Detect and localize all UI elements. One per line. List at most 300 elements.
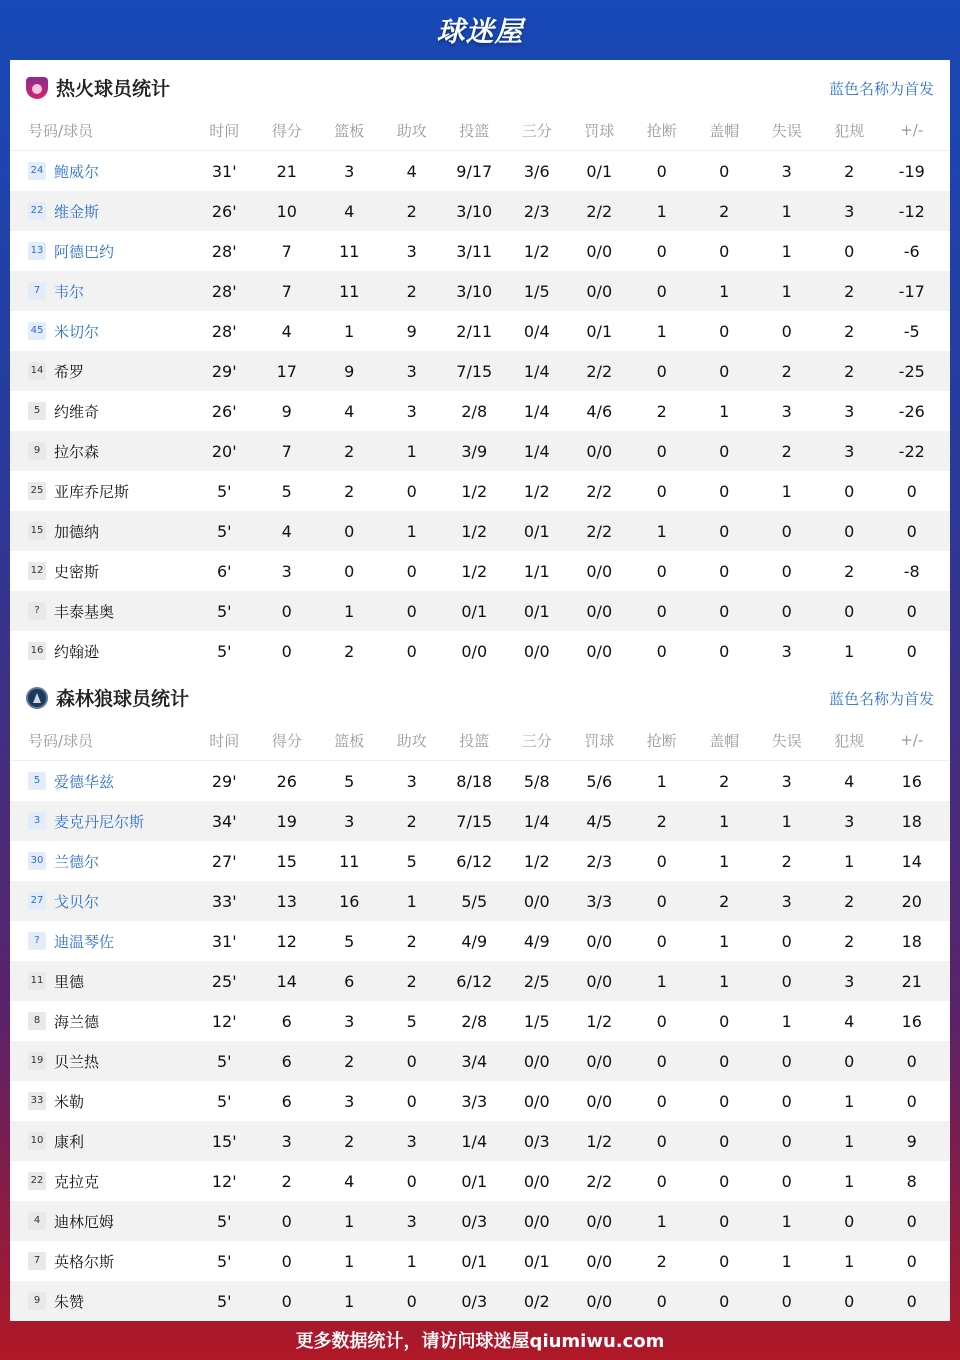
player-name[interactable]: 米勒 xyxy=(54,1092,85,1111)
jersey-number: 10 xyxy=(28,1132,46,1150)
stat-cell: 1/2 xyxy=(523,481,550,501)
stat-cell: 26 xyxy=(276,771,297,791)
player-name[interactable]: 里德 xyxy=(54,972,85,991)
stat-cell: 1 xyxy=(656,521,667,541)
stat-cell: 21 xyxy=(276,161,297,181)
player-name[interactable]: 约翰逊 xyxy=(54,642,100,661)
player-cell[interactable] xyxy=(10,1291,193,1312)
stat-cell: 2 xyxy=(844,321,855,341)
stat-cell: 2 xyxy=(656,1251,667,1271)
jersey-number: 25 xyxy=(28,482,46,500)
stat-cell: 0 xyxy=(719,1291,730,1311)
stat-cell: 1 xyxy=(656,971,667,991)
stat-cell: 2 xyxy=(781,361,792,381)
stat-cell: 28' xyxy=(211,281,237,301)
stat-cell: 2 xyxy=(344,641,355,661)
stat-cell: 3/10 xyxy=(456,281,493,301)
stat-cell: 4 xyxy=(281,321,292,341)
player-cell[interactable] xyxy=(10,241,193,262)
stat-cell: 4/6 xyxy=(586,401,613,421)
stat-cell: 27' xyxy=(211,851,237,871)
stat-cell: 3 xyxy=(781,161,792,181)
table-header-row xyxy=(10,110,950,151)
table-row xyxy=(10,961,950,1001)
stat-cell: 1 xyxy=(656,321,667,341)
stat-cell: 0 xyxy=(781,1171,792,1191)
stat-cell: 1 xyxy=(719,281,730,301)
column-header: 三分 xyxy=(521,731,552,750)
stat-cell: 9 xyxy=(344,361,355,381)
stat-cell: 1 xyxy=(781,1211,792,1231)
stat-cell: 3 xyxy=(406,401,417,421)
stat-cell: 0 xyxy=(406,641,417,661)
stat-cell: 2/2 xyxy=(586,1171,613,1191)
stat-cell: 0 xyxy=(281,1251,292,1271)
stat-cell: 12' xyxy=(211,1011,237,1031)
column-header: 号码/球员 xyxy=(28,731,94,750)
stat-cell: 3 xyxy=(844,401,855,421)
stat-cell: 3 xyxy=(844,201,855,221)
stat-cell: 2/8 xyxy=(461,401,488,421)
table-row xyxy=(10,1161,950,1201)
player-name[interactable]: 戈贝尔 xyxy=(54,892,100,911)
stat-cell: 3 xyxy=(781,641,792,661)
table-row xyxy=(10,231,950,271)
stat-cell: 0 xyxy=(844,1051,855,1071)
stat-cell: 0/0 xyxy=(586,1051,613,1071)
stat-cell: 6 xyxy=(281,1051,292,1071)
stat-cell: 2/2 xyxy=(586,481,613,501)
stat-cell: 1 xyxy=(844,1171,855,1191)
jersey-number: 3 xyxy=(28,812,46,830)
table-row xyxy=(10,881,950,921)
stat-cell: 2 xyxy=(781,441,792,461)
stat-cell: 0 xyxy=(844,601,855,621)
stat-cell: 0 xyxy=(719,1211,730,1231)
stat-cell: 2 xyxy=(344,1051,355,1071)
table-row xyxy=(10,801,950,841)
stat-cell: 5 xyxy=(344,771,355,791)
stat-cell: 0 xyxy=(781,971,792,991)
column-header: 号码/球员 xyxy=(28,121,94,140)
jersey-number: 7 xyxy=(28,1252,46,1270)
stat-cell: 1/2 xyxy=(461,521,488,541)
stat-cell: 0 xyxy=(906,1091,917,1111)
stat-cell: 0 xyxy=(406,1091,417,1111)
column-header: 得分 xyxy=(271,121,302,140)
stat-cell: 3 xyxy=(406,771,417,791)
stat-cell: 0 xyxy=(719,601,730,621)
stat-cell: 0 xyxy=(656,1131,667,1151)
stat-cell: 0 xyxy=(719,1251,730,1271)
player-name[interactable]: 拉尔森 xyxy=(54,442,100,461)
stat-cell: 2 xyxy=(656,401,667,421)
stat-cell: 0/0 xyxy=(523,1051,550,1071)
stat-cell: 0 xyxy=(656,161,667,181)
player-cell[interactable] xyxy=(10,561,193,582)
stat-cell: 3/3 xyxy=(586,891,613,911)
stat-cell: 3/9 xyxy=(461,441,488,461)
column-header: 篮板 xyxy=(334,121,365,140)
player-cell[interactable] xyxy=(10,401,193,422)
stat-cell: 4 xyxy=(344,201,355,221)
stat-cell: 0/0 xyxy=(461,641,488,661)
stat-cell: 4 xyxy=(844,771,855,791)
player-cell[interactable] xyxy=(10,1051,193,1072)
player-cell[interactable] xyxy=(10,1211,193,1232)
starter-note: 蓝色名称为首发 xyxy=(828,690,934,708)
player-cell[interactable] xyxy=(10,481,193,502)
jersey-number: 30 xyxy=(28,852,46,870)
column-header: 犯规 xyxy=(834,731,865,750)
jersey-number: 19 xyxy=(28,1052,46,1070)
stat-cell: 0 xyxy=(656,441,667,461)
stat-cell: 2 xyxy=(719,891,730,911)
stat-cell: 0 xyxy=(781,521,792,541)
player-cell[interactable] xyxy=(10,601,193,622)
stat-cell: 5' xyxy=(216,1051,232,1071)
player-name[interactable]: 英格尔斯 xyxy=(54,1252,115,1271)
column-header: 抢断 xyxy=(646,121,677,140)
player-name[interactable]: 鲍威尔 xyxy=(54,162,100,181)
stat-cell: 26' xyxy=(211,201,237,221)
stat-cell: 1 xyxy=(844,851,855,871)
player-cell[interactable] xyxy=(10,1131,193,1152)
stat-cell: 0 xyxy=(406,481,417,501)
table-row xyxy=(10,271,950,311)
table-row xyxy=(10,841,950,881)
stat-cell: 28' xyxy=(211,241,237,261)
stat-cell: 1 xyxy=(344,601,355,621)
player-name[interactable]: 丰泰基奥 xyxy=(54,602,115,621)
stat-cell: 1/4 xyxy=(523,811,550,831)
player-cell[interactable] xyxy=(10,201,193,222)
stat-cell: 0/0 xyxy=(586,971,613,991)
stat-cell: 0/0 xyxy=(586,641,613,661)
stat-cell: 28' xyxy=(211,321,237,341)
column-header: 助攻 xyxy=(396,731,427,750)
stat-cell: 29' xyxy=(211,361,237,381)
heat-logo-icon xyxy=(26,77,48,99)
stat-cell: 4 xyxy=(406,161,417,181)
stat-cell: 2 xyxy=(406,201,417,221)
player-cell[interactable] xyxy=(10,281,193,302)
player-name[interactable]: 韦尔 xyxy=(54,282,85,301)
player-name[interactable]: 兰德尔 xyxy=(54,852,100,871)
stat-cell: 9 xyxy=(281,401,292,421)
stat-cell: 0 xyxy=(781,601,792,621)
stat-cell: -5 xyxy=(903,321,920,341)
stat-cell: 0/0 xyxy=(586,931,613,951)
column-header: 投篮 xyxy=(459,731,490,750)
stat-cell: 1 xyxy=(344,1251,355,1271)
stat-cell: 29' xyxy=(211,771,237,791)
stat-cell: 20' xyxy=(211,441,237,461)
player-name[interactable]: 加德纳 xyxy=(54,522,100,541)
stat-cell: 7 xyxy=(281,281,292,301)
stat-cell: -12 xyxy=(898,201,925,221)
table-row xyxy=(10,1121,950,1161)
player-cell[interactable] xyxy=(10,1171,193,1192)
stat-cell: 1/2 xyxy=(523,241,550,261)
stat-cell: 15 xyxy=(276,851,297,871)
stat-cell: 1 xyxy=(781,1011,792,1031)
site-logo[interactable]: 球迷屋 xyxy=(436,15,524,48)
stat-cell: 0 xyxy=(406,561,417,581)
stat-cell: 0/3 xyxy=(461,1211,488,1231)
jersey-number: ? xyxy=(28,602,46,620)
stat-cell: 0 xyxy=(781,561,792,581)
stat-cell: 0 xyxy=(656,361,667,381)
stat-cell: 1 xyxy=(656,201,667,221)
stat-cell: 33' xyxy=(211,891,237,911)
stat-cell: 1 xyxy=(781,241,792,261)
stat-cell: 1 xyxy=(781,201,792,221)
starter-note: 蓝色名称为首发 xyxy=(828,80,934,98)
player-name[interactable]: 维金斯 xyxy=(54,202,100,221)
player-cell[interactable] xyxy=(10,771,193,792)
stat-cell: 0 xyxy=(719,321,730,341)
player-name[interactable]: 希罗 xyxy=(54,362,85,381)
player-cell[interactable] xyxy=(10,1091,193,1112)
stat-cell: 0/1 xyxy=(586,161,613,181)
stat-cell: -22 xyxy=(898,441,925,461)
stat-cell: 3 xyxy=(781,771,792,791)
column-header: 盖帽 xyxy=(709,731,740,750)
stat-cell: 5/8 xyxy=(523,771,550,791)
player-name[interactable]: 史密斯 xyxy=(54,562,100,581)
stat-cell: 3 xyxy=(781,891,792,911)
player-cell[interactable] xyxy=(10,1011,193,1032)
heat-section xyxy=(10,60,950,670)
player-cell[interactable] xyxy=(10,361,193,382)
column-header: 时间 xyxy=(209,731,240,750)
stat-cell: 3/11 xyxy=(456,241,493,261)
stat-cell: 7 xyxy=(281,441,292,461)
stat-cell: 21 xyxy=(901,971,922,991)
table-row xyxy=(10,921,950,961)
stat-cell: 0 xyxy=(281,601,292,621)
stat-cell: 3 xyxy=(344,1091,355,1111)
player-name[interactable]: 迪林厄姆 xyxy=(54,1212,115,1231)
table-header-row xyxy=(10,720,950,761)
section-title: 森林狼球员统计 xyxy=(56,688,190,710)
stat-cell: 6 xyxy=(281,1011,292,1031)
player-name[interactable]: 爱德华兹 xyxy=(54,772,115,791)
stat-cell: 0 xyxy=(844,481,855,501)
stat-cell: 11 xyxy=(339,241,360,261)
stat-cell: 3/3 xyxy=(461,1091,488,1111)
stat-cell: -6 xyxy=(903,241,920,261)
stats-panel xyxy=(10,60,950,1320)
stat-cell: 1 xyxy=(719,851,730,871)
stat-cell: 1 xyxy=(656,771,667,791)
player-name[interactable]: 迪温琴佐 xyxy=(54,932,115,951)
column-header: 失误 xyxy=(771,731,802,750)
stat-cell: 19 xyxy=(276,811,297,831)
stat-cell: 5' xyxy=(216,641,232,661)
player-cell[interactable] xyxy=(10,851,193,872)
stat-cell: 3 xyxy=(781,401,792,421)
column-header: 投篮 xyxy=(459,121,490,140)
stat-cell: 0/1 xyxy=(461,601,488,621)
stat-cell: 0/0 xyxy=(586,601,613,621)
player-name[interactable]: 康利 xyxy=(54,1132,85,1151)
stat-cell: 0 xyxy=(781,1051,792,1071)
stat-cell: 16 xyxy=(339,891,360,911)
stat-cell: 0 xyxy=(656,1051,667,1071)
player-name[interactable]: 贝兰热 xyxy=(54,1052,100,1071)
stat-cell: 5' xyxy=(216,1211,232,1231)
stat-cell: 1 xyxy=(656,1211,667,1231)
stat-cell: 17 xyxy=(276,361,297,381)
stat-cell: 0/1 xyxy=(523,521,550,541)
stat-cell: 0 xyxy=(719,441,730,461)
stat-cell: 3 xyxy=(281,561,292,581)
table-row xyxy=(10,1001,950,1041)
stat-cell: 8/18 xyxy=(456,771,493,791)
stat-cell: 0 xyxy=(406,1291,417,1311)
player-name[interactable]: 阿德巴约 xyxy=(54,242,115,261)
player-name[interactable]: 麦克丹尼尔斯 xyxy=(54,812,145,831)
player-cell[interactable] xyxy=(10,891,193,912)
table-row xyxy=(10,631,950,671)
player-cell[interactable] xyxy=(10,1251,193,1272)
stat-cell: 1 xyxy=(781,481,792,501)
stat-cell: -25 xyxy=(898,361,925,381)
stat-cell: 9/17 xyxy=(456,161,493,181)
stat-cell: 0 xyxy=(656,481,667,501)
stat-cell: 9 xyxy=(906,1131,917,1151)
stat-cell: 0 xyxy=(781,1291,792,1311)
stat-cell: 3 xyxy=(844,971,855,991)
stat-cell: 3 xyxy=(844,811,855,831)
stat-cell: 0 xyxy=(281,1211,292,1231)
player-name[interactable]: 朱赞 xyxy=(54,1292,85,1311)
player-name[interactable]: 米切尔 xyxy=(54,322,100,341)
player-cell[interactable] xyxy=(10,441,193,462)
stat-cell: 2/8 xyxy=(461,1011,488,1031)
player-cell[interactable] xyxy=(10,931,193,952)
column-header: 时间 xyxy=(209,121,240,140)
stat-cell: 0/1 xyxy=(523,601,550,621)
stat-cell: 3 xyxy=(344,1011,355,1031)
table-row xyxy=(10,1241,950,1281)
stats-table xyxy=(10,720,950,1321)
stat-cell: 3/10 xyxy=(456,201,493,221)
stat-cell: 0 xyxy=(781,1131,792,1151)
timberwolves-section xyxy=(10,670,950,1311)
stat-cell: 3 xyxy=(344,811,355,831)
stat-cell: 1 xyxy=(344,321,355,341)
stat-cell: 4 xyxy=(344,1171,355,1191)
footer-link[interactable]: 更多数据统计，请访问球迷屋qiumiwu.com xyxy=(295,1331,665,1352)
stat-cell: 20 xyxy=(901,891,922,911)
stat-cell: 0 xyxy=(406,1051,417,1071)
stat-cell: 0 xyxy=(656,1291,667,1311)
player-cell[interactable] xyxy=(10,811,193,832)
stat-cell: 0/0 xyxy=(586,1251,613,1271)
stat-cell: 1 xyxy=(719,931,730,951)
stat-cell: 11 xyxy=(339,281,360,301)
stat-cell: 12' xyxy=(211,1171,237,1191)
stat-cell: 1 xyxy=(719,401,730,421)
stat-cell: 0 xyxy=(906,1211,917,1231)
table-row xyxy=(10,1201,950,1241)
column-header: +/- xyxy=(900,731,924,749)
player-cell[interactable] xyxy=(10,161,193,182)
table-row xyxy=(10,591,950,631)
stat-cell: -26 xyxy=(898,401,925,421)
stat-cell: 2 xyxy=(344,441,355,461)
player-name[interactable]: 约维奇 xyxy=(54,402,100,421)
jersey-number: 24 xyxy=(28,162,46,180)
stat-cell: 1/2 xyxy=(523,851,550,871)
jersey-number: 5 xyxy=(28,772,46,790)
stat-cell: 2 xyxy=(844,931,855,951)
player-cell[interactable] xyxy=(10,521,193,542)
stat-cell: 5/6 xyxy=(586,771,613,791)
stat-cell: 3 xyxy=(406,241,417,261)
stat-cell: 0 xyxy=(719,1051,730,1071)
jersey-number: 27 xyxy=(28,892,46,910)
stat-cell: 0 xyxy=(906,521,917,541)
column-header: +/- xyxy=(900,121,924,139)
stat-cell: 5 xyxy=(344,931,355,951)
player-cell[interactable] xyxy=(10,321,193,342)
stat-cell: 0 xyxy=(656,1171,667,1191)
stat-cell: 5' xyxy=(216,1291,232,1311)
stat-cell: 0/1 xyxy=(586,321,613,341)
stat-cell: 0 xyxy=(344,561,355,581)
stat-cell: 12 xyxy=(276,931,297,951)
player-name[interactable]: 亚库乔尼斯 xyxy=(54,482,130,501)
jersey-number: 7 xyxy=(28,282,46,300)
stat-cell: 0 xyxy=(906,601,917,621)
stat-cell: 0 xyxy=(844,521,855,541)
jersey-number: 13 xyxy=(28,242,46,260)
stat-cell: 4 xyxy=(281,521,292,541)
stat-cell: 1 xyxy=(406,1251,417,1271)
column-header: 盖帽 xyxy=(709,121,740,140)
stat-cell: 1/2 xyxy=(586,1011,613,1031)
column-header: 犯规 xyxy=(834,121,865,140)
column-header: 助攻 xyxy=(396,121,427,140)
stat-cell: 3 xyxy=(406,1211,417,1231)
stat-cell: 6/12 xyxy=(456,971,493,991)
column-header: 得分 xyxy=(271,731,302,750)
stat-cell: 1/4 xyxy=(523,401,550,421)
stat-cell: 3 xyxy=(406,361,417,381)
player-name[interactable]: 克拉克 xyxy=(54,1172,100,1191)
stat-cell: 4 xyxy=(844,1011,855,1031)
stat-cell: 9 xyxy=(406,321,417,341)
stat-cell: 0/0 xyxy=(586,1211,613,1231)
player-cell[interactable] xyxy=(10,641,193,662)
stat-cell: 1/4 xyxy=(523,361,550,381)
stat-cell: 0 xyxy=(906,1051,917,1071)
stat-cell: 10 xyxy=(276,201,297,221)
stat-cell: 1/4 xyxy=(523,441,550,461)
stat-cell: 0/3 xyxy=(523,1131,550,1151)
stat-cell: 16 xyxy=(901,1011,922,1031)
stat-cell: 0 xyxy=(656,851,667,871)
player-name[interactable]: 海兰德 xyxy=(54,1012,100,1031)
stat-cell: 0 xyxy=(719,361,730,381)
stat-cell: 5 xyxy=(406,851,417,871)
player-cell[interactable] xyxy=(10,971,193,992)
jersey-number: 9 xyxy=(28,1292,46,1310)
